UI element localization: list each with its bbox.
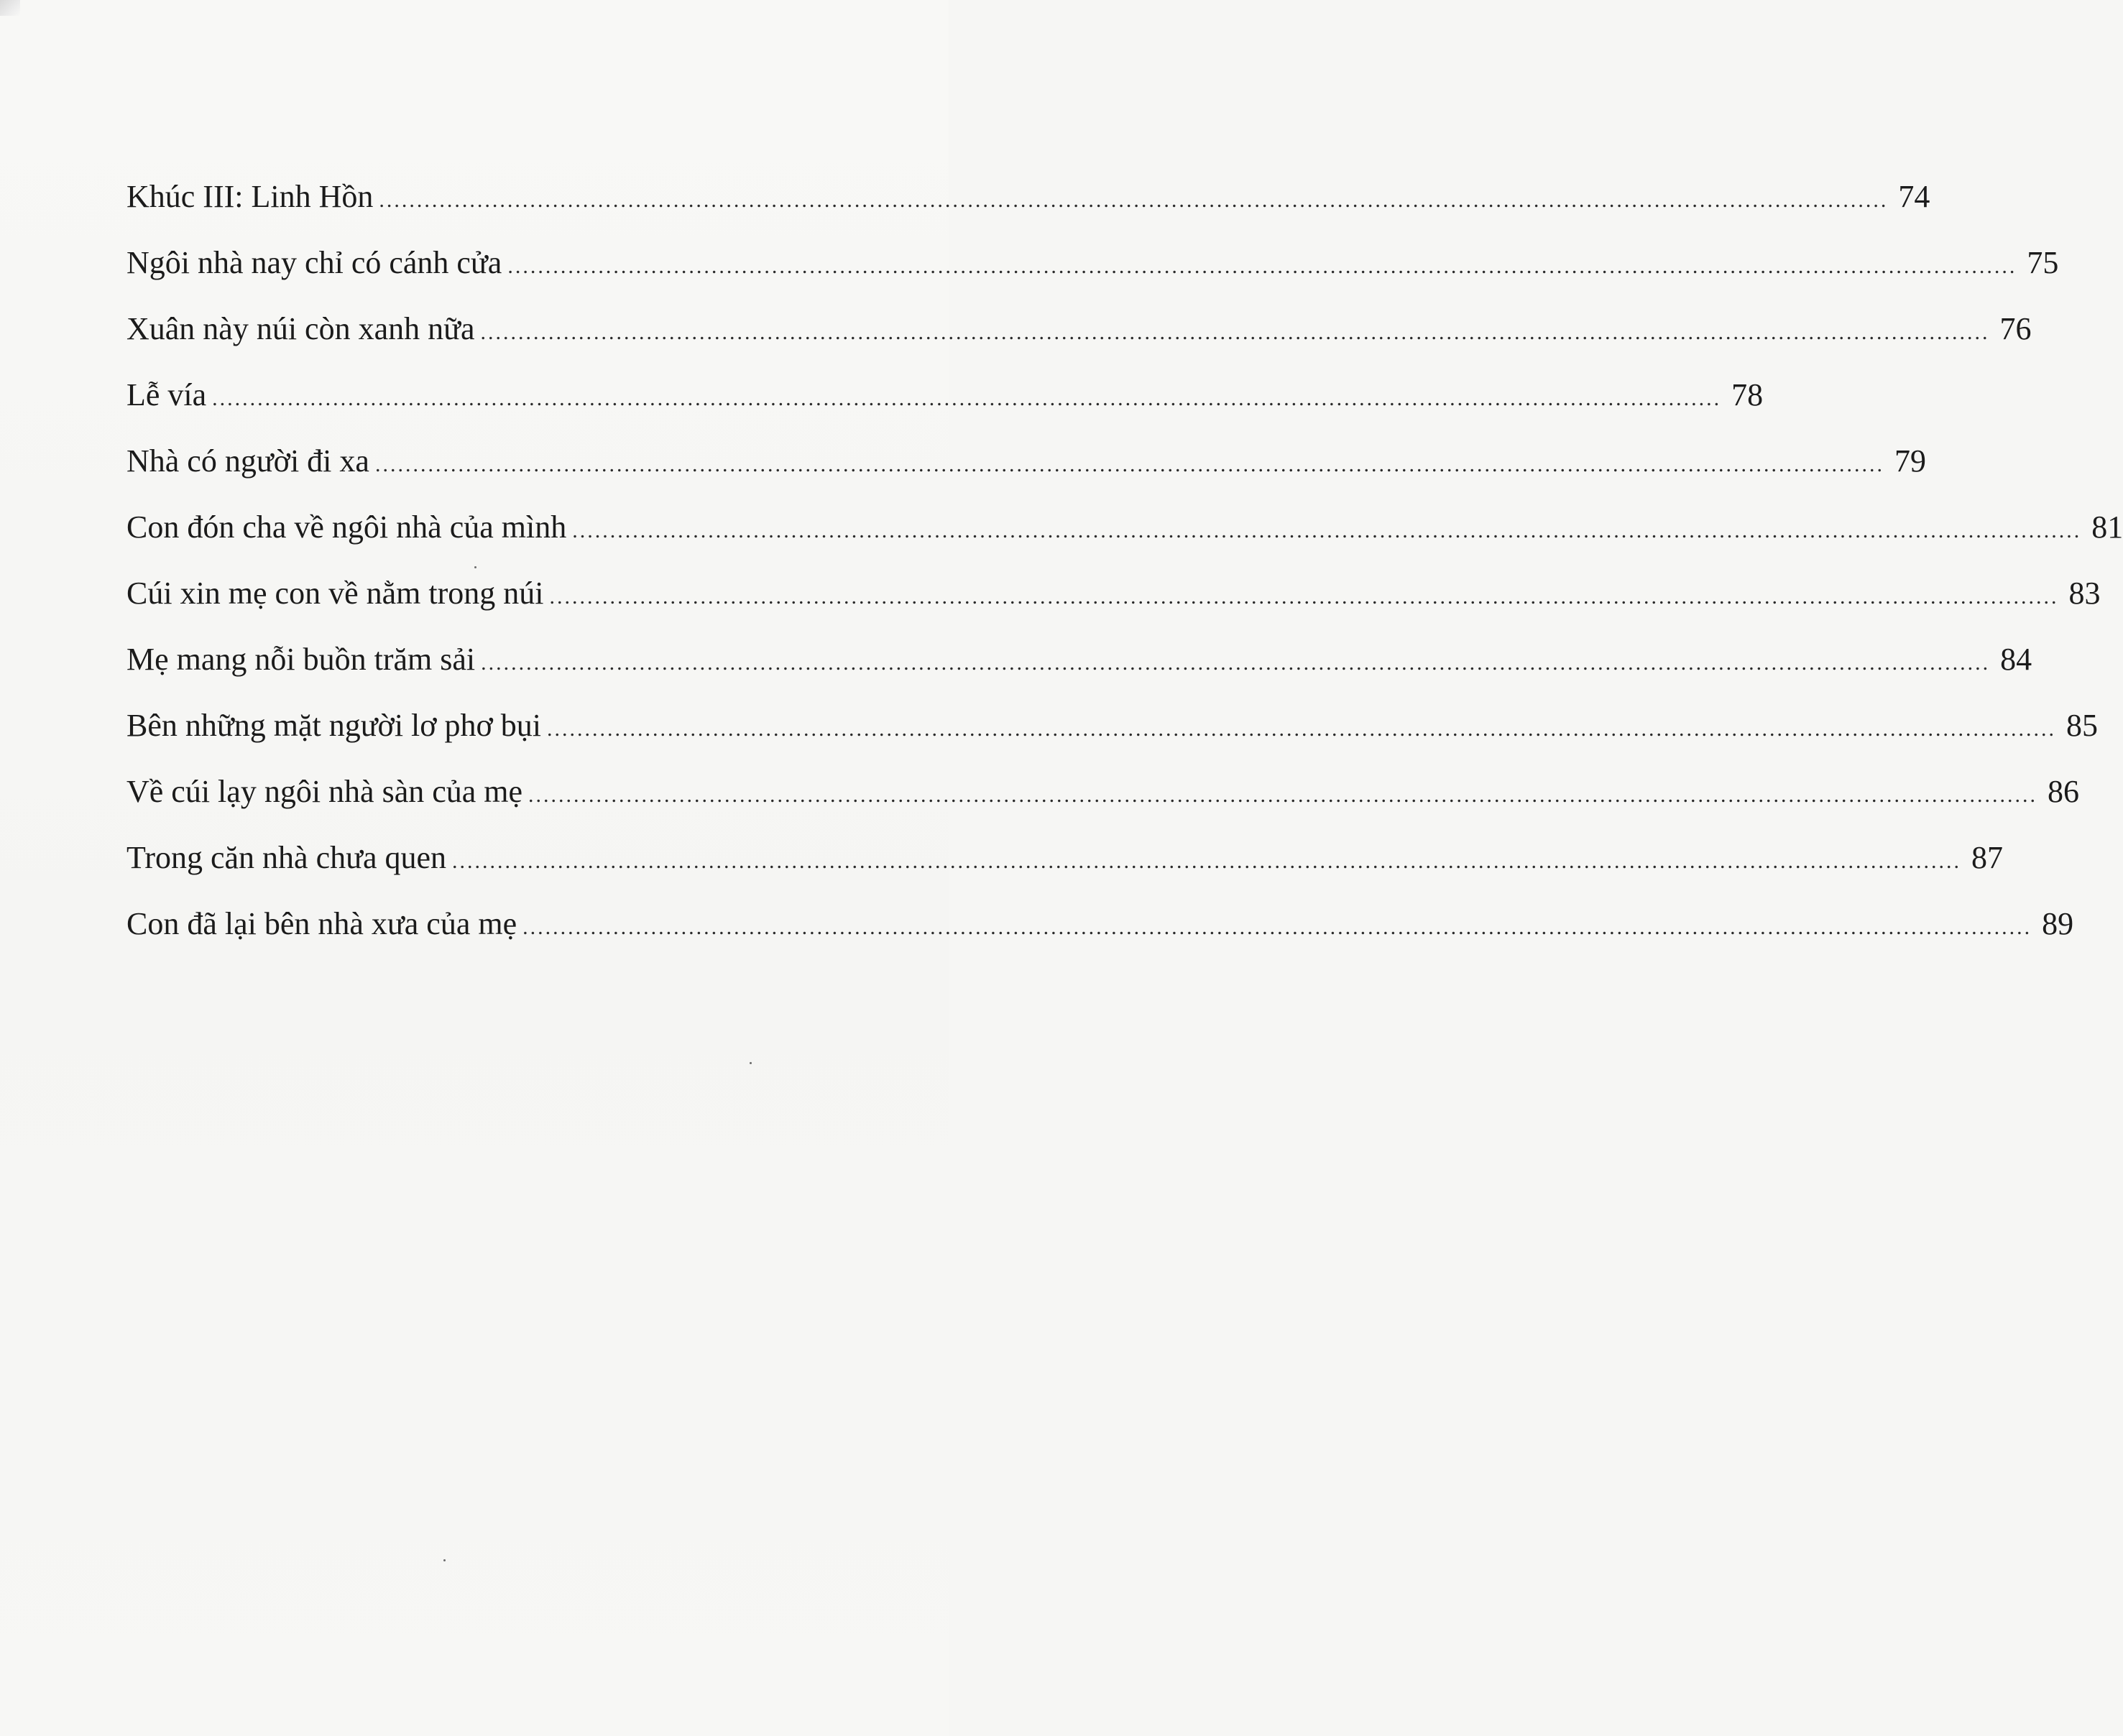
- toc-dot-leader: ........................................................................................................................................................................................................: [379, 188, 1889, 212]
- toc-dot-leader: ........................................................................................................................................................................................................: [452, 849, 1962, 873]
- toc-entry-title: Con đã lại bên nhà xưa của mẹ: [126, 906, 517, 941]
- toc-entry: [126, 377, 1764, 445]
- toc-entry-page: 81: [2091, 509, 2123, 545]
- toc-entry-title: Xuân này núi còn xanh nữa: [126, 311, 475, 346]
- toc-entry: [126, 311, 2032, 379]
- toc-entry: [126, 708, 2099, 776]
- toc-entry: [126, 906, 2074, 974]
- toc-entry-title: Nhà có người đi xa: [126, 443, 369, 479]
- toc-entry-title: Lễ vía: [126, 377, 207, 412]
- toc-entry: [126, 443, 1926, 512]
- toc-entry-page: 75: [2027, 245, 2059, 280]
- toc-dot-leader: ........................................................................................................................................................................................................: [522, 915, 2032, 939]
- toc-entry-title: Khúc III: Linh Hồn: [126, 179, 374, 214]
- toc-entry-title: Mẹ mang nỗi buồn trăm sải: [126, 642, 476, 677]
- toc-entry-page: 79: [1894, 443, 1926, 479]
- toc-entry: [126, 509, 2123, 578]
- toc-entry: [126, 642, 2032, 710]
- toc-entry-title: Ngôi nhà nay chỉ có cánh cửa: [126, 245, 502, 280]
- toc-entry-page: 78: [1731, 377, 1764, 412]
- scan-corner-mark: [0, 0, 20, 16]
- toc-entry-page: 83: [2068, 576, 2101, 611]
- toc-entry-page: 86: [2048, 774, 2080, 809]
- toc-dot-leader: ........................................................................................................................................................................................................: [507, 254, 2017, 278]
- toc-entry-title: Về cúi lạy ngôi nhà sàn của mẹ: [126, 774, 523, 809]
- toc-dot-leader: ........................................................................................................................................................................................................: [480, 320, 1990, 344]
- paper-speck: [443, 1559, 446, 1561]
- toc-dot-leader: ........................................................................................................................................................................................................: [212, 387, 1722, 410]
- toc-entry: [126, 576, 2101, 644]
- toc-entry-title: Con đón cha về ngôi nhà của mình: [126, 509, 567, 545]
- toc-entry: [126, 840, 2004, 908]
- toc-entry-page: 76: [1999, 311, 2032, 346]
- toc-entry-page: 84: [2000, 642, 2032, 677]
- table-of-contents: [126, 179, 2123, 974]
- toc-dot-leader: ........................................................................................................................................................................................................: [547, 717, 2057, 741]
- paper-speck: [750, 1062, 752, 1064]
- toc-entry-title: Trong căn nhà chưa quen: [126, 840, 447, 875]
- toc-entry-page: 85: [2066, 708, 2099, 743]
- toc-dot-leader: ........................................................................................................................................................................................................: [481, 651, 1991, 675]
- toc-dot-leader: ........................................................................................................................................................................................................: [374, 453, 1884, 476]
- toc-entry: [126, 245, 2059, 313]
- toc-entry-page: 87: [1971, 840, 2004, 875]
- toc-dot-leader: ........................................................................................................................................................................................................: [528, 783, 2038, 807]
- toc-entry-title: Cúi xin mẹ con về nằm trong núi: [126, 576, 544, 611]
- toc-entry-page: 89: [2042, 906, 2074, 941]
- toc-dot-leader: ........................................................................................................................................................................................................: [572, 519, 2082, 542]
- paper-speck: [474, 566, 476, 568]
- toc-entry: [126, 179, 1930, 247]
- toc-entry: [126, 774, 2080, 842]
- toc-dot-leader: ........................................................................................................................................................................................................: [549, 585, 2059, 609]
- toc-entry-title: Bên những mặt người lơ phơ bụi: [126, 708, 542, 743]
- toc-entry-page: 74: [1898, 179, 1930, 214]
